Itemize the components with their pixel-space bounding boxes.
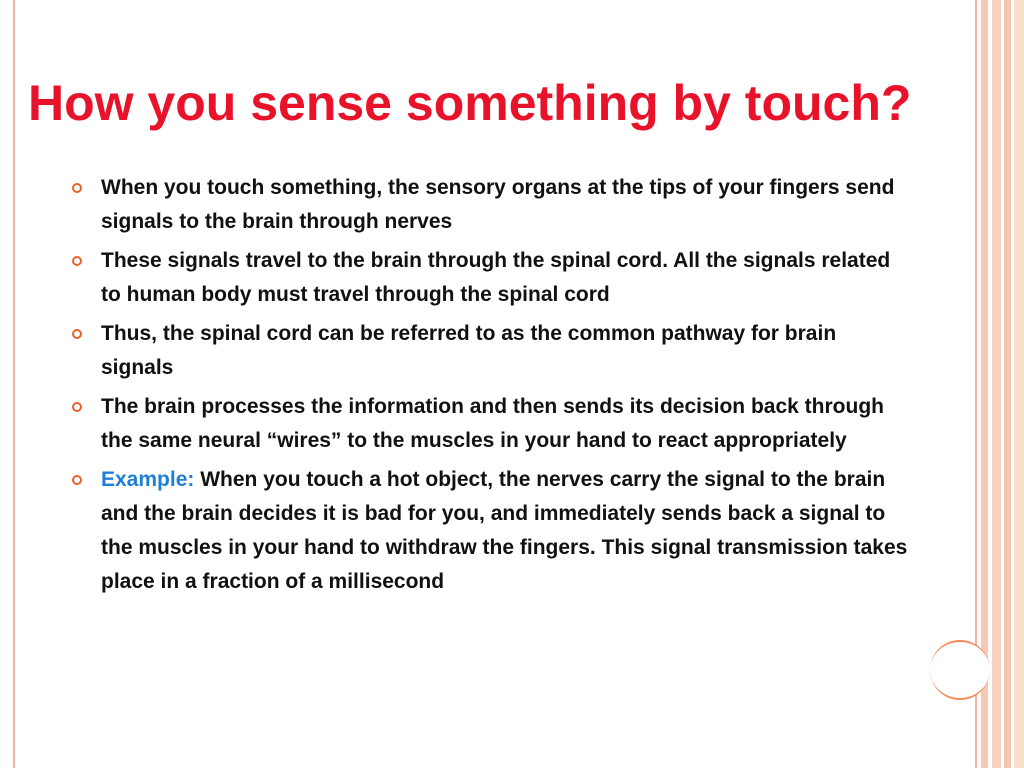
slide-title: How you sense something by touch? [28, 75, 912, 131]
bullet-circle-icon [72, 402, 82, 412]
bullet-item-example [72, 463, 908, 599]
example-label: Example: [101, 468, 195, 491]
bullet-item [72, 171, 908, 239]
bullet-item [72, 244, 908, 312]
bullet-item [72, 317, 908, 385]
left-border-line [13, 0, 15, 768]
bullet-text: These signals travel to the brain through the spinal cord. All the signals related to human body must travel through the spinal cord [101, 249, 891, 306]
bullet-text: When you touch a hot object, the nerves carry the signal to the brain and the brain decides it is bad for you, and immediately sends back a signal to the muscles in your hand to withdraw the fingers. This signal transmission takes place in a fraction of a millisecond [101, 468, 908, 593]
bullet-list [72, 171, 908, 604]
bullet-text: Thus, the spinal cord can be referred to as the common pathway for brain signals [101, 322, 837, 379]
right-border-stripe [1014, 0, 1024, 768]
bullet-text: The brain processes the information and then sends its decision back through the same neural “wires” to the muscles in your hand to react appropriately [101, 395, 884, 452]
bullet-circle-icon [72, 183, 82, 193]
right-border-stripe [992, 0, 1001, 768]
bullet-circle-icon [72, 256, 82, 266]
bullet-circle-icon [72, 329, 82, 339]
right-border-stripe [1004, 0, 1011, 768]
bullet-text: When you touch something, the sensory organs at the tips of your fingers send signals to the brain through nerves [101, 176, 895, 233]
circle-ornament [930, 640, 990, 700]
bullet-circle-icon [72, 475, 82, 485]
bullet-item [72, 390, 908, 458]
